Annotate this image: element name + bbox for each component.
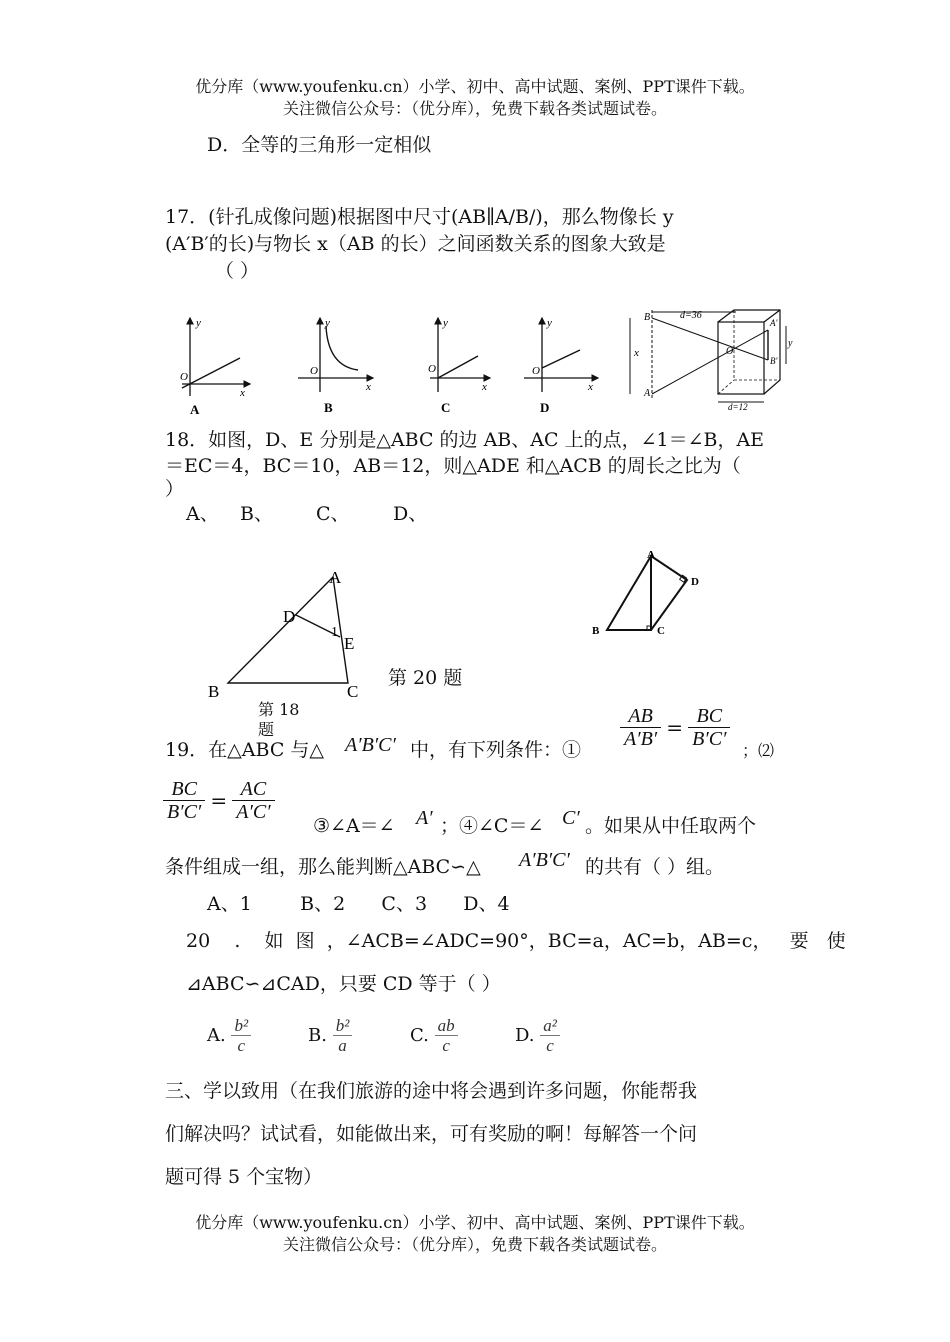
q18-caption-a: 第 18 [258,700,300,719]
q19-line-1-b: 中，有下列条件：① [410,739,582,761]
graph-b-y: y [325,317,330,329]
q19-frac-3-den: B′C′ [167,801,202,823]
q19-frac-1 [620,705,661,750]
q18-label-c: C [347,682,359,701]
section3-line-1: 三、学以致用（在我们旅游的途中将会遇到许多问题，你能帮我 [165,1080,698,1102]
q19-line-2-a: ③∠A＝∠ [313,815,395,837]
q20-option-a-den: c [237,1036,246,1055]
q19-tri-2: A′B′C′ [519,849,570,871]
q19-frac-2 [688,705,730,750]
q20-figure [585,548,715,640]
q19-line-2-c: 。如果从中任取两个 [585,815,757,837]
q19-frac-4 [232,778,274,823]
q17-graphs [168,308,808,420]
q19-frac-2-den: B′C′ [692,728,727,750]
header-line-2: 关注微信公众号：（优分库），免费下载各类试题试卷。 [282,99,667,118]
graph-b-label: B [324,400,333,415]
q20-label-b: B [592,625,600,637]
pinhole-b: B [644,312,651,323]
q20-label-a: A [647,549,655,561]
q18-option-d: D、 [393,503,428,525]
q20-option-d [515,1016,560,1055]
q19-eq-1: = [666,715,684,740]
q19-line-3-a: 条件组成一组，那么能判断△ABC∽△ [165,856,481,878]
pinhole-a2: A′ [770,318,778,328]
q18-figure [200,565,380,705]
graph-d-x: x [588,381,593,393]
q20-option-c-num: ab [435,1016,458,1036]
q20-line-1: 20 . 如 图 ，∠ACB=∠ADC=90°，BC=a，AC=b，AB=c， 要 使 [186,930,846,952]
pinhole-b2: B′ [770,356,778,366]
footer-line-2: 关注微信公众号：（优分库），免费下载各类试题试卷。 [282,1235,667,1254]
graph-a-x: x [240,387,245,399]
pinhole-y: y [788,338,793,349]
q18-option-b: B、 [240,503,273,525]
q17-line-2: (A′B′的长)与物长 x（AB 的长）之间函数关系的图象大致是 [165,233,666,255]
q19-condition-2 [163,778,275,823]
graph-d [524,317,598,415]
q18-line-1: 18．如图，D、E 分别是△ABC 的边 AB、AC 上的点，∠1＝∠B，AE [165,429,765,451]
q18-label-e: E [344,634,355,653]
q20-option-c [410,1016,458,1055]
q18-label-b: B [208,682,220,701]
q19-line-3-b: 的共有（ ）组。 [585,856,725,878]
q19-frac-2-num: BC [688,705,730,728]
graph-c [428,317,490,415]
q18-line-3: ） [165,478,185,500]
q20-line-2: ⊿ABC∽⊿CAD，只要 CD 等于（ ） [186,973,501,995]
graph-a [180,317,250,417]
graph-a-label: A [190,402,200,417]
q19-sep: ；⑵ [742,741,775,760]
q18-label-1: 1 [331,625,338,640]
graph-a-o: O [180,371,188,383]
q20-option-b-den: a [338,1036,347,1055]
q19-frac-1-den: A′B′ [624,728,658,750]
q20-caption: 第 20 题 [388,667,463,689]
graph-c-label: C [441,400,451,415]
q20-label-c: C [657,625,665,637]
q20-label-d: D [691,576,699,588]
q18-line-2: ＝EC＝4，BC＝10，AB＝12，则△ADE 和△ACB 的周长之比为（ [165,455,741,477]
q20-option-c-label: C. [410,1025,429,1046]
header-line-1: 优分库（www.youfenku.cn）小学、初中、高中试题、案例、PPT课件下载。 [195,77,755,96]
q19-frac-4-den: A′C′ [236,801,271,823]
q20-option-b [308,1016,352,1055]
q19-condition-1 [620,705,730,750]
footer-line-1: 优分库（www.youfenku.cn）小学、初中、高中试题、案例、PPT课件下载。 [195,1213,755,1232]
q19-c-prime: C′ [562,807,580,829]
q20-option-d-den: c [546,1036,554,1055]
pinhole-o: O [726,346,734,357]
q19-frac-1-num: AB [620,705,661,728]
graph-c-o: O [428,363,436,375]
q19-frac-3 [163,778,205,823]
graph-d-o: O [532,365,540,377]
pinhole-d12: d=12 [728,402,748,412]
q20-option-a-num: b² [231,1016,251,1036]
graph-d-y: y [547,317,552,329]
q20-option-c-den: c [442,1036,450,1055]
pinhole-d36: d=36 [680,310,702,321]
section3-line-2: 们解决吗？试试看，如能做出来，可有奖励的啊！每解答一个问 [165,1123,698,1145]
graph-b [298,317,373,415]
graph-c-x: x [482,381,487,393]
q18-label-d: D [283,607,296,626]
q20-option-b-num: b² [333,1016,353,1036]
q17-line-3: （ ） [215,260,260,282]
pinhole-x: x [634,347,639,359]
q16-option-d: D．全等的三角形一定相似 [207,134,432,156]
q20-option-d-num: a² [540,1016,560,1036]
graph-a-y: y [196,317,201,329]
q19-tri-1: A′B′C′ [345,734,396,756]
q20-option-a-label: A. [207,1025,226,1046]
q19-frac-3-num: BC [163,778,205,801]
pinhole-diagram [630,310,793,412]
q19-line-1-a: 19．在△ABC 与△ [165,739,325,761]
graph-b-o: O [310,365,318,377]
q20-option-b-label: B. [308,1025,327,1046]
q19-frac-4-num: AC [232,778,274,801]
graph-d-label: D [540,400,550,415]
q18-option-c: C、 [316,503,350,525]
section3-line-3: 题可得 5 个宝物） [165,1166,323,1188]
q18-caption-b: 题 [258,720,275,739]
q19-line-2-b: ；④∠C＝∠ [440,815,544,837]
q19-options: A、1 B、2 C、3 D、4 [207,893,510,915]
q19-eq-2: = [210,788,228,813]
pinhole-a: A [644,388,651,399]
q17-line-1: 17．(针孔成像问题)根据图中尺寸(AB∥A/B/)，那么物像长 y [165,206,674,228]
graph-c-y: y [443,317,448,329]
q18-label-a: A [329,568,342,587]
q18-option-a: A、 [186,503,219,525]
q20-option-d-label: D. [515,1025,535,1046]
q19-a-prime: A′ [416,807,433,829]
q20-option-a [207,1016,251,1055]
graph-b-x: x [366,381,371,393]
